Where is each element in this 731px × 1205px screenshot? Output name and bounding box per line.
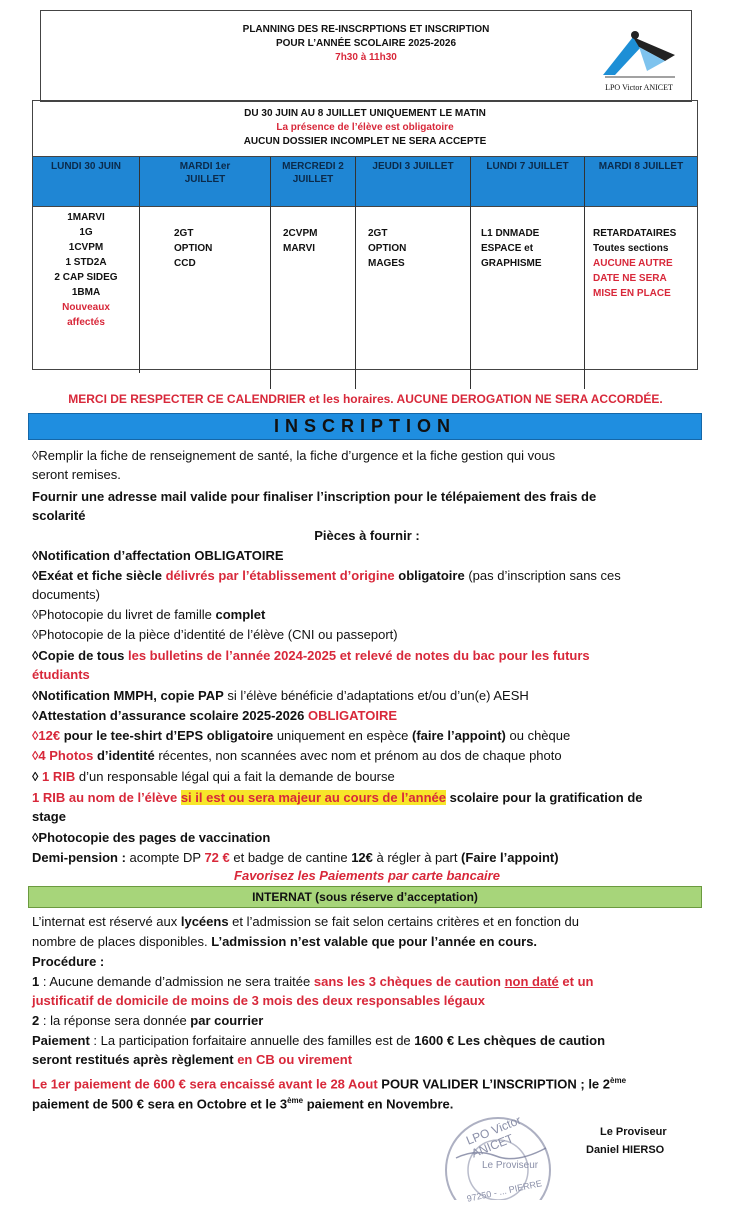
text-span: délivrés par l’établissement d’origine: [165, 568, 395, 583]
text-line: justificatif de domicile de moins de 3 mois des deux responsables légaux: [32, 993, 485, 1008]
class-item: OPTION: [174, 243, 213, 254]
text-span: ◊Photocopie du livret de famille: [32, 607, 216, 622]
class-item: 2CVPM: [283, 228, 318, 239]
text-line: Favorisez les Paiements par carte bancaire: [234, 868, 500, 883]
text-line: ◊Remplir la fiche de renseignement de santé, la fiche d’urgence et la fiche gestion qui vous: [32, 448, 556, 463]
class-item: RETARDATAIRES: [593, 228, 677, 239]
class-item-red: MISE EN PLACE: [593, 288, 671, 299]
schedule-header: [33, 101, 697, 155]
text-span: L’admission n’est valable que pour l’année en cours.: [211, 934, 538, 949]
text-line: ◊Notification d’affectation OBLIGATOIRE: [32, 548, 284, 563]
day-header: [140, 157, 271, 206]
text-span: et badge de cantine: [229, 850, 352, 865]
class-item: 1MARVI: [67, 212, 105, 223]
text-line: [32, 1031, 702, 1050]
text-span: en CB ou virement: [237, 1052, 353, 1067]
text-span: 1 RIB au nom de l’élève: [32, 790, 181, 805]
class-item: 1 STD2A: [65, 257, 107, 268]
day-label-2: JUILLET: [292, 174, 334, 185]
text-span: récentes, non scannées avec nom et prénom au dos de chaque photo: [154, 748, 562, 763]
text-line: étudiants: [32, 667, 90, 682]
text-span: L’internat est réservé aux: [32, 914, 181, 929]
text-span: ◊: [32, 769, 43, 784]
text-line: [32, 646, 702, 665]
text-span: : la réponse sera donnée: [39, 1013, 191, 1028]
text-line: [32, 767, 702, 786]
header-title-2: POUR L’ANNÉE SCOLAIRE 2025-2026: [275, 38, 457, 49]
days-row: [33, 156, 697, 207]
class-item: 1CVPM: [68, 242, 104, 253]
text-line: ◊Photocopie des pages de vaccination: [32, 830, 271, 845]
class-item: 2GT: [368, 228, 388, 239]
text-span: complet: [215, 607, 266, 622]
text-span: (Faire l’appoint): [461, 850, 559, 865]
text-span: scolaire pour la gratification de: [446, 790, 643, 805]
text-span: (pas d’inscription sans ces: [464, 568, 621, 583]
text-line: stage: [32, 809, 66, 824]
schedule-incomplet: AUCUN DOSSIER INCOMPLET NE SERA ACCEPTE: [243, 136, 487, 147]
day-header: [356, 157, 471, 206]
internat-title: INTERNAT (sous réserve d’acceptation): [28, 886, 702, 908]
text-line: [32, 726, 702, 745]
text-span: d’identité: [93, 748, 155, 763]
day-label: MARDI 1er: [179, 161, 231, 172]
text-line: seront remises.: [32, 467, 121, 482]
day-label: LUNDI 7 JUILLET: [486, 161, 569, 172]
day-label: LUNDI 30 JUIN: [50, 161, 121, 172]
text-span: ◊12€: [32, 728, 61, 743]
text-line: [32, 848, 702, 867]
pieces-title: Pièces à fournir :: [314, 528, 420, 543]
content-row: [33, 206, 697, 369]
text-line: [32, 605, 702, 624]
highlight-span: si il est ou sera majeur au cours de l’année: [180, 790, 446, 805]
logo-text: LPO Victor ANICET: [605, 83, 673, 92]
class-item-red: affectés: [67, 317, 105, 328]
text-span: Les chèques de caution: [454, 1033, 606, 1048]
cell-jeudi-3: [356, 206, 471, 389]
text-span: 1: [32, 974, 40, 989]
text-span: pour le tee-shirt d’EPS obligatoire: [60, 728, 274, 743]
schedule-dates: DU 30 JUIN AU 8 JUILLET UNIQUEMENT LE MATIN: [244, 108, 486, 119]
text-line: scolarité: [32, 508, 86, 523]
text-span: Demi-pension :: [32, 850, 126, 865]
text-span: et l’admission se fait selon certains critères et en fonction du: [228, 914, 580, 929]
text-span: les bulletins de l’année 2024-2025 et relevé de notes du bac pour les futurs: [127, 648, 590, 663]
day-header: [33, 157, 140, 206]
text-line: [32, 788, 702, 807]
stamp-mid-text: Le Proviseur: [482, 1160, 539, 1171]
text-line: [32, 1091, 702, 1113]
cell-lundi-7: [471, 206, 585, 389]
class-item: Toutes sections: [593, 243, 669, 254]
text-span: ◊Attestation d’assurance scolaire 2025-2026: [32, 708, 308, 723]
proviseur-name: Daniel HIERSO: [586, 1144, 665, 1156]
text-line: [32, 706, 702, 725]
text-span: paiement de 500 € sera en Octobre et le 3: [32, 1096, 288, 1112]
school-logo-icon: [595, 25, 683, 85]
text-span: Le 1er paiement de 600 € sera encaissé avant le 28 Aout: [32, 1076, 378, 1092]
merci-notice: MERCI DE RESPECTER CE CALENDRIER et les horaires. AUCUNE DEROGATION NE SERA ACCORDÉE.: [68, 392, 663, 406]
text-span: acompte DP: [125, 850, 205, 865]
class-item: 2 CAP SIDEG: [54, 272, 118, 283]
text-sup: ème: [287, 1096, 304, 1105]
class-item-red: AUCUNE AUTRE: [593, 258, 673, 269]
class-item-red: DATE NE SERA: [593, 273, 667, 284]
text-span: : La participation forfaitaire annuelle des familles est de: [89, 1033, 415, 1048]
day-label-2: JUILLET: [184, 174, 226, 185]
text-span: si l’élève bénéficie d’adaptations et/ou d’un(e) AESH: [223, 688, 529, 703]
text-line: ◊Photocopie de la pièce d’identité de l’élève (CNI ou passeport): [32, 627, 398, 642]
text-line: Fournir une adresse mail valide pour finaliser l’inscription pour le télépaiement des frais de: [32, 489, 597, 504]
class-item-red: Nouveaux: [62, 302, 110, 313]
schedule-presence: La présence de l’élève est obligatoire: [276, 122, 454, 133]
text-sup: ème: [610, 1076, 627, 1085]
class-item: 2GT: [174, 228, 194, 239]
class-item: 1G: [79, 227, 93, 238]
text-span: ◊4 Photos: [32, 748, 94, 763]
text-span: et un: [558, 974, 594, 989]
proviseur-title: Le Proviseur: [600, 1126, 667, 1138]
text-line: [32, 972, 702, 991]
text-line: [32, 1050, 702, 1069]
day-header: [471, 157, 585, 206]
cell-lundi-30: [33, 206, 140, 373]
schedule-table: [32, 100, 698, 370]
day-label: MARDI 8 JUILLET: [598, 161, 684, 172]
text-span: Paiement: [32, 1033, 90, 1048]
class-item: OPTION: [368, 243, 407, 254]
class-item: MARVI: [283, 243, 316, 254]
text-span: ◊Exéat et fiche siècle: [32, 568, 166, 583]
text-span: POUR VALIDER L’INSCRIPTION ; le 2: [377, 1076, 610, 1092]
text-span: (faire l’appoint): [412, 728, 506, 743]
text-span: lycéens: [180, 914, 229, 929]
cell-mardi-8: [585, 206, 697, 389]
text-span: ◊Copie de tous: [32, 648, 128, 663]
text-line: [32, 932, 702, 951]
text-span: 1 RIB: [42, 769, 76, 784]
day-header: [585, 157, 697, 206]
text-line: [32, 566, 702, 585]
text-span: 1600 €: [414, 1033, 455, 1048]
text-span: ou chèque: [505, 728, 571, 743]
header-hours: 7h30 à 11h30: [335, 52, 397, 63]
text-line: [32, 746, 702, 765]
text-span: sans les 3 chèques de caution: [313, 974, 505, 989]
day-label: JEUDI 3 JUILLET: [372, 161, 454, 172]
stamp-top-text: LPO Victor ANICET: [464, 1112, 524, 1161]
text-line: [32, 1011, 702, 1030]
class-item: ESPACE et: [481, 243, 534, 254]
class-item: L1 DNMADE: [481, 228, 540, 239]
text-span: 2: [32, 1013, 40, 1028]
text-span: 12€: [351, 850, 373, 865]
class-item: GRAPHISME: [481, 258, 542, 269]
inscription-title: INSCRIPTION: [28, 413, 702, 440]
text-span: OBLIGATOIRE: [307, 708, 398, 723]
text-span: uniquement en espèce: [273, 728, 412, 743]
text-span: 72 €: [204, 850, 230, 865]
text-span: par courrier: [190, 1013, 264, 1028]
text-span: seront restitués après règlement: [32, 1052, 238, 1067]
day-header: [271, 157, 356, 206]
text-span: non daté: [504, 974, 559, 989]
school-stamp: [436, 1108, 560, 1204]
header-box: [40, 10, 692, 102]
stamp-bot-text: 97250 - ... PIERRE: [465, 1178, 543, 1204]
cell-mardi-1: [140, 206, 271, 389]
text-line: Procédure :: [32, 954, 105, 969]
day-label: MERCREDI 2: [282, 161, 344, 172]
text-span: paiement en Novembre.: [303, 1096, 454, 1112]
text-span: : Aucune demande d’admission ne sera traitée: [39, 974, 314, 989]
class-item: 1BMA: [71, 287, 101, 298]
text-span: à régler à part: [372, 850, 462, 865]
class-item: MAGES: [368, 258, 405, 269]
header-title-1: PLANNING DES RE-INSCRPTIONS ET INSCRIPTION: [242, 24, 490, 35]
text-line: [32, 686, 702, 705]
text-line: [32, 912, 702, 931]
text-line: documents): [32, 587, 100, 602]
text-span: obligatoire: [394, 568, 465, 583]
school-logo: [595, 25, 683, 97]
text-span: d’un responsable légal qui a fait la demande de bourse: [75, 769, 395, 784]
text-span: nombre de places disponibles.: [32, 934, 212, 949]
class-item: CCD: [174, 258, 196, 269]
cell-mercredi-2: [271, 206, 356, 389]
text-line: [32, 1071, 702, 1093]
text-span: ◊Notification MMPH, copie PAP: [32, 688, 224, 703]
